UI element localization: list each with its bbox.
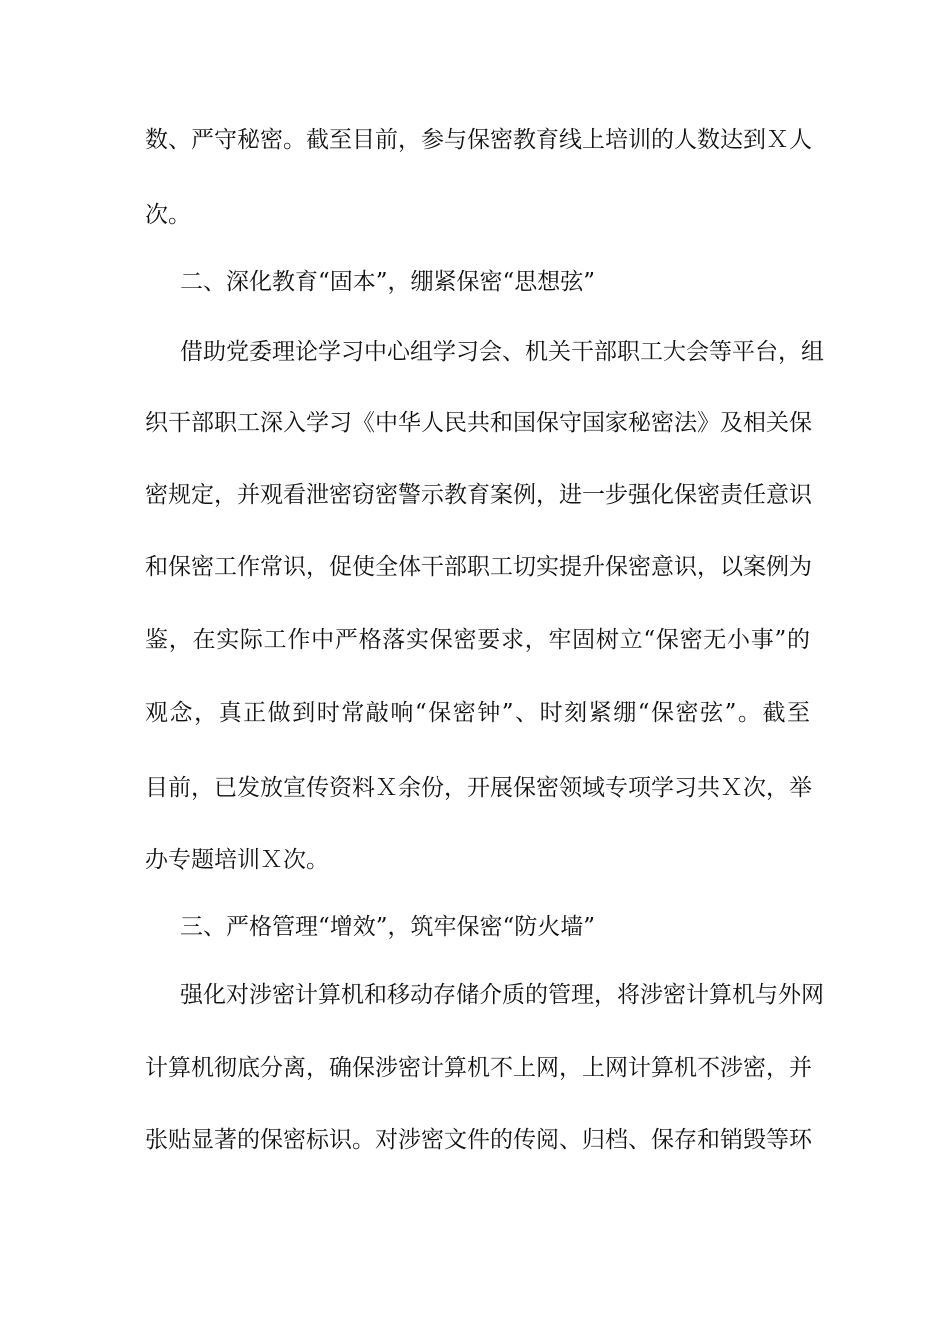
body-text-line: 观念，真正做到时常敲响“保密钟”、时刻紧绷“保密弦”。截至 bbox=[145, 700, 810, 726]
body-text-line: 计算机彻底分离，确保涉密计算机不上网，上网计算机不涉密，并 bbox=[145, 1055, 812, 1081]
body-text-line: 次。 bbox=[145, 202, 191, 228]
body-text-line: 密规定，并观看泄密窃密警示教育案例，进一步强化保密责任意识 bbox=[145, 482, 812, 508]
body-text-line: 织干部职工深入学习《中华人民共和国保守国家秘密法》及相关保 bbox=[145, 410, 812, 436]
body-text-line: 借助党委理论学习中心组学习会、机关干部职工大会等平台，组 bbox=[180, 339, 824, 365]
body-text-line: 办专题培训Ｘ次。 bbox=[145, 847, 329, 873]
body-text-line: 和保密工作常识，促使全体干部职工切实提升保密意识，以案例为 bbox=[145, 554, 812, 580]
body-text-line: 目前，已发放宣传资料Ｘ余份，开展保密领域专项学习共Ｘ次，举 bbox=[145, 775, 812, 801]
section-heading: 三、严格管理“增效”，筑牢保密“防火墙” bbox=[180, 914, 596, 940]
section-heading: 二、深化教育“固本”，绷紧保密“思想弦” bbox=[180, 269, 596, 295]
body-text-line: 数、严守秘密。截至目前，参与保密教育线上培训的人数达到Ｘ人 bbox=[145, 127, 812, 153]
body-text-line: 强化对涉密计算机和移动存储介质的管理，将涉密计算机与外网 bbox=[180, 982, 824, 1008]
body-text-line: 张贴显著的保密标识。对涉密文件的传阅、归档、保存和销毁等环 bbox=[145, 1127, 812, 1153]
body-text-line: 鉴，在实际工作中严格落实保密要求，牢固树立“保密无小事”的 bbox=[145, 627, 810, 653]
